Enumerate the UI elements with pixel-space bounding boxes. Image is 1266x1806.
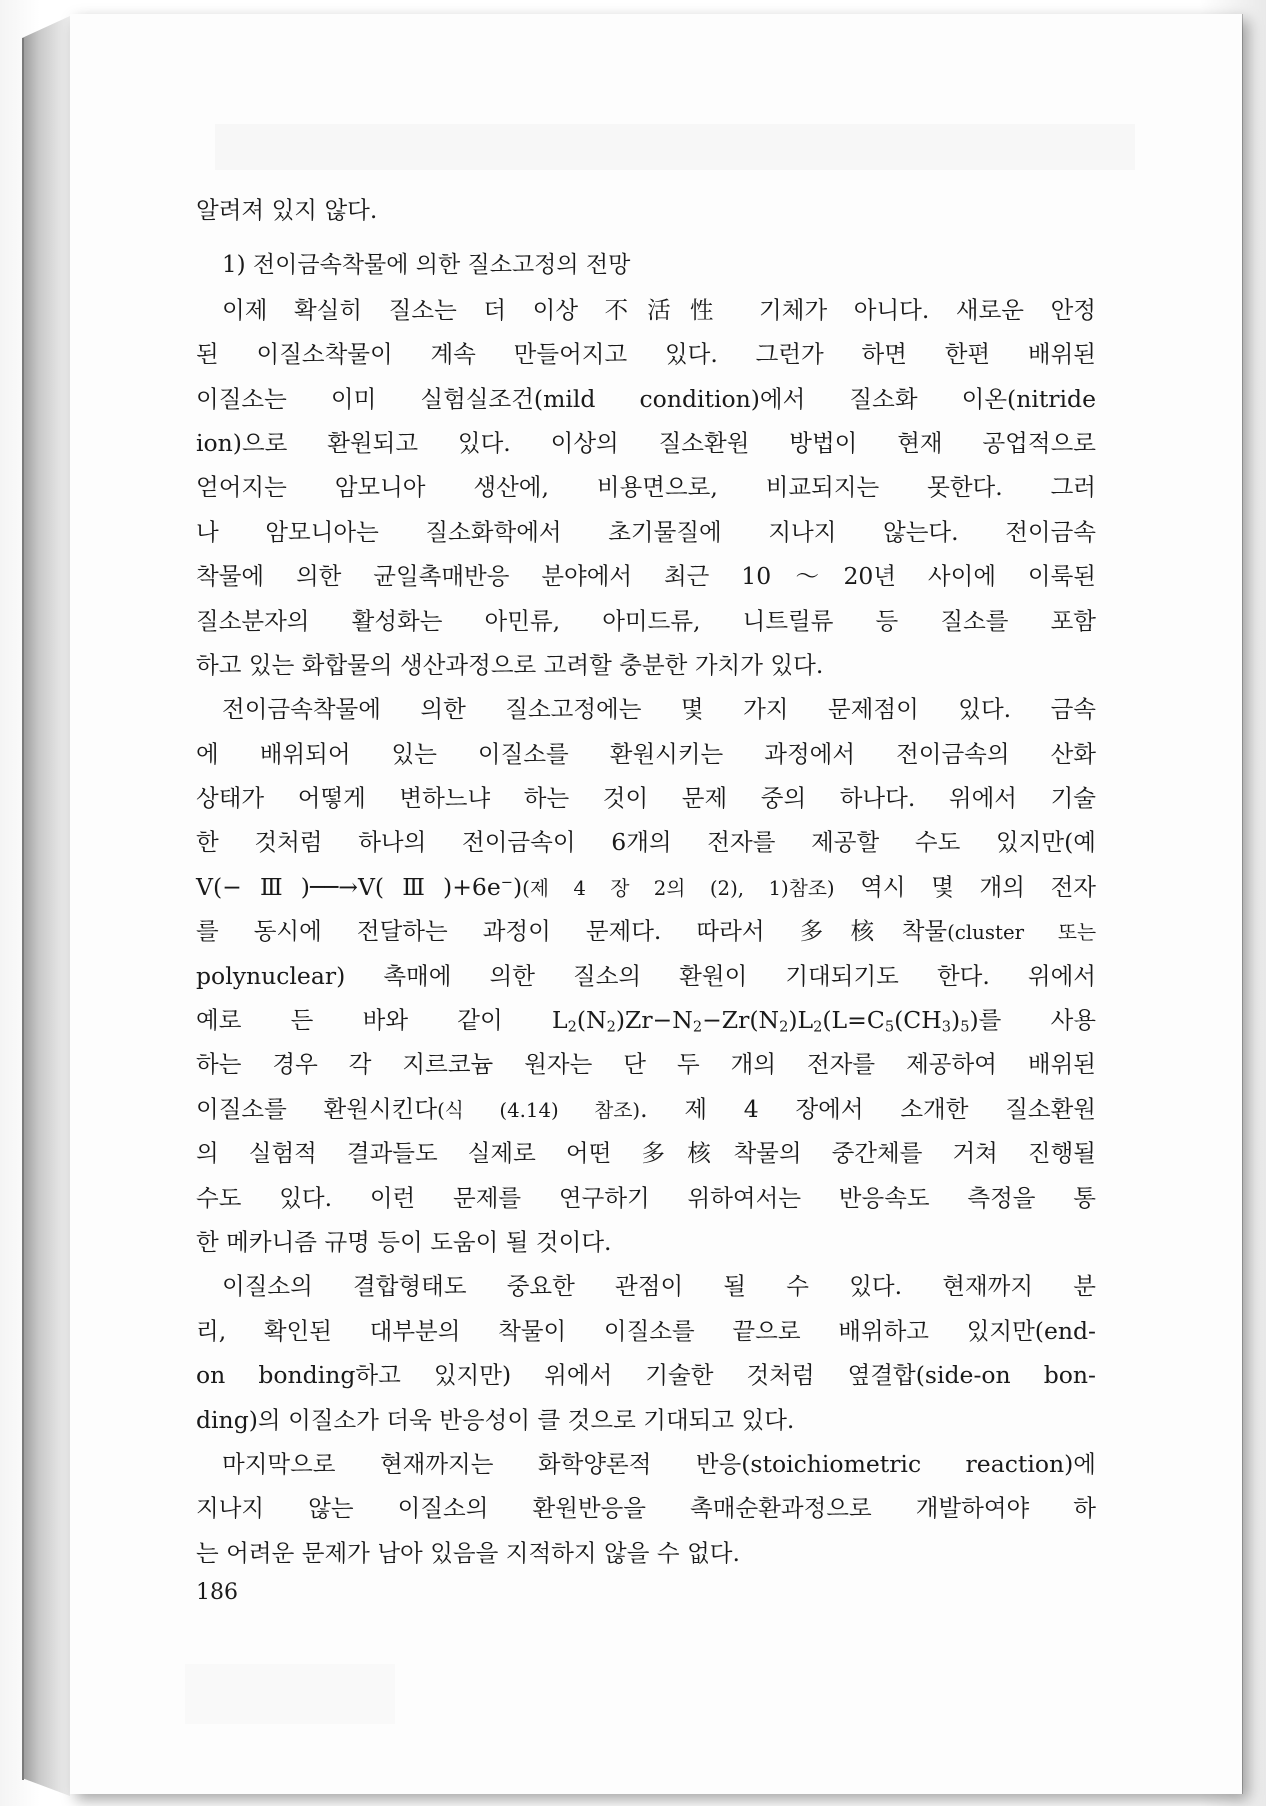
paragraph4-line-1: 마지막으로 현재까지는 화학양론적 반응(stoichiometric reaction)에 xyxy=(222,1449,1096,1478)
zr-formula-a: 예로 든 바와 같이 L xyxy=(196,1006,568,1035)
book-spine-line xyxy=(22,38,24,1780)
zr-formula-h: ) xyxy=(951,1006,961,1035)
paragraph1-line-6: 나 암모니아는 질소화학에서 초기물질에 지나지 않는다. 전이금속 xyxy=(196,517,1096,546)
paragraph3-line-4: ding)의 이질소가 더욱 반응성이 클 것으로 기대되고 있다. xyxy=(196,1405,795,1434)
chapter-reference: (제 4 장 2의 (2), 1)참조) xyxy=(522,876,835,900)
zr-formula-d: −Zr(N xyxy=(702,1006,780,1035)
page-scan-band xyxy=(215,124,1135,170)
paragraph2-line-8 xyxy=(196,998,1096,1042)
sub-6: 5 xyxy=(884,1018,895,1036)
paragraph2-line-1: 전이금속착물에 의한 질소고정에는 몇 가지 문제점이 있다. 금속 xyxy=(222,695,1096,724)
paragraph2-line-4: 한 것처럼 하나의 전이금속이 6개의 전자를 제공할 수도 있지만(예 xyxy=(196,828,1096,857)
line-10-text: 이질소를 환원시킨다 xyxy=(196,1094,438,1123)
paragraph1-line-5: 얻어지는 암모니아 생산에, 비용면으로, 비교되지는 못한다. 그러 xyxy=(196,473,1096,502)
paragraph2-line-12: 수도 있다. 이런 문제를 연구하기 위하여서는 반응속도 측정을 통 xyxy=(196,1183,1096,1212)
zr-formula-i: )를 사용 xyxy=(969,1006,1096,1035)
electron-charge: − xyxy=(500,873,513,891)
sub-7: 3 xyxy=(941,1018,952,1036)
sub-2: 2 xyxy=(606,1018,616,1036)
sub-1: 2 xyxy=(567,1018,577,1036)
sub-3: 2 xyxy=(692,1018,703,1036)
paragraph3-line-1: 이질소의 결합형태도 중요한 관점이 될 수 있다. 현재까지 분 xyxy=(222,1272,1096,1301)
paragraph4-line-3: 는 어려운 문제가 남아 있음을 지적하지 않을 수 없다. xyxy=(196,1538,740,1567)
equation-reference: (식 (4.14) 참조) xyxy=(437,1098,641,1122)
paragraph1-line-3: 이질소는 이미 실험실조건(mild condition)에서 질소화 이온(nitride xyxy=(196,384,1096,413)
sub-4: 2 xyxy=(779,1018,789,1036)
book-spine-edge xyxy=(22,16,70,1796)
page-number: 186 xyxy=(196,1580,238,1605)
paragraph1-line-4: ion)으로 환원되고 있다. 이상의 질소환원 방법이 현재 공업적으로 xyxy=(196,428,1096,457)
zr-formula-f: (L=C xyxy=(822,1006,885,1035)
paragraph2-line-3: 상태가 어떻게 변하느냐 하는 것이 문제 중의 하나다. 위에서 기술 xyxy=(196,784,1096,813)
paragraph2-line-5 xyxy=(196,865,1096,909)
paragraph3-line-3: on bonding하고 있지만) 위에서 기술한 것처럼 옆결합(side-on bon- xyxy=(196,1361,1097,1390)
section-heading: 1) 전이금속착물에 의한 질소고정의 전망 xyxy=(222,252,631,279)
sub-5: 2 xyxy=(813,1018,823,1036)
line-10-tail: . 제 4 장에서 소개한 질소환원 xyxy=(640,1094,1096,1123)
paragraph2-line-2: 에 배위되어 있는 이질소를 환원시키는 과정에서 전이금속의 산화 xyxy=(196,739,1096,768)
paragraph2-line-6 xyxy=(196,909,1096,953)
continuation-line: 알려져 있지 않다. xyxy=(196,196,378,224)
paragraph2-line-9: 하는 경우 각 지르코늄 원자는 단 두 개의 전자를 제공하여 배위된 xyxy=(196,1050,1096,1079)
paragraph1-line-9: 하고 있는 화합물의 생산과정으로 고려할 충분한 가치가 있다. xyxy=(196,650,824,679)
zr-formula-c: )Zr−N xyxy=(615,1006,693,1035)
cluster-note: (cluster 또는 xyxy=(947,921,1097,945)
zr-formula-e: )L xyxy=(788,1006,814,1035)
vanadium-equation: V(−Ⅲ)──→V(Ⅲ)+6e xyxy=(196,872,501,901)
paragraph2-line-11: 의 실험적 결과들도 실제로 어떤 多核착물의 중간체를 거쳐 진행될 xyxy=(196,1139,1096,1168)
paragraph1-line-8: 질소분자의 활성화는 아민류, 아미드류, 니트릴류 등 질소를 포함 xyxy=(196,606,1096,635)
paragraph3-line-2: 리, 확인된 대부분의 착물이 이질소를 끝으로 배위하고 있지만(end- xyxy=(196,1316,1096,1345)
paragraph2-line-7: polynuclear) 촉매에 의한 질소의 환원이 기대되기도 한다. 위에서 xyxy=(196,961,1096,990)
sub-8: 5 xyxy=(960,1018,970,1036)
paragraph2-line-13: 한 메카니즘 규명 등이 도움이 될 것이다. xyxy=(196,1227,612,1256)
paragraph1-line-1: 이제 확실히 질소는 더 이상 不活性 기체가 아니다. 새로운 안정 xyxy=(222,295,1096,324)
zr-formula-b: (N xyxy=(576,1006,607,1035)
zr-formula-g: (CH xyxy=(894,1006,942,1035)
paragraph4-line-2: 지나지 않는 이질소의 환원반응을 촉매순환과정으로 개발하여야 하 xyxy=(196,1494,1096,1523)
page-text-block xyxy=(196,188,1096,1575)
line-5-tail: 역시 몇 개의 전자 xyxy=(834,872,1096,901)
paragraph1-line-7: 착물에 의한 균일촉매반응 분야에서 최근 10～20년 사이에 이룩된 xyxy=(196,562,1096,591)
paragraph2-line-10 xyxy=(196,1087,1096,1131)
line-6-text: 를 동시에 전달하는 과정이 문제다. 따라서 多核착물 xyxy=(196,917,948,946)
equation-close: ) xyxy=(512,872,523,901)
page-scan-smudge xyxy=(185,1664,395,1724)
paragraph1-line-2: 된 이질소착물이 계속 만들어지고 있다. 그런가 하면 한편 배위된 xyxy=(196,340,1096,369)
